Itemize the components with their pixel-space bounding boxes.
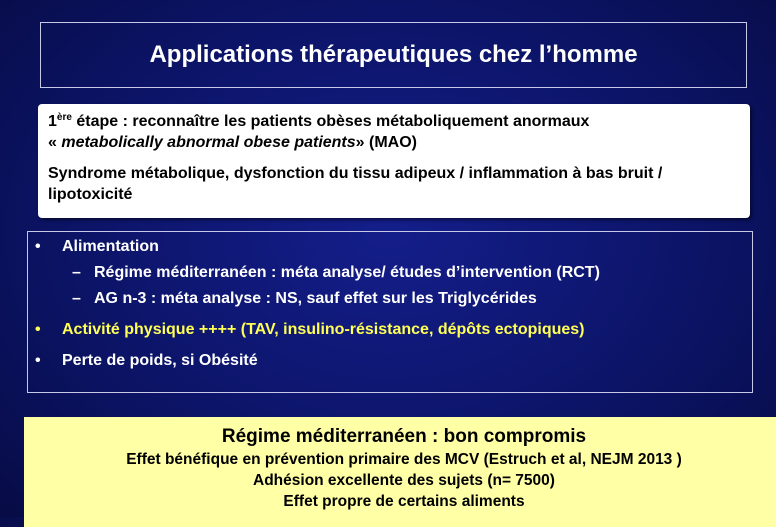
item-alimentation: Alimentation (62, 238, 159, 255)
slide-title: Applications thérapeutiques chez l’homme (149, 41, 638, 68)
list-item (28, 317, 752, 343)
summary-heading: Régime méditerranéen : bon compromis (221, 426, 587, 447)
item-activite-physique: Activité physique ++++ (TAV, insulino-résistance, dépôts ectopiques) (62, 321, 585, 338)
list-item (28, 234, 752, 260)
list-subitem (28, 286, 752, 312)
summary-line-3: Effet propre de certains aliments (283, 493, 525, 510)
dash-icon: – (72, 290, 81, 307)
item-perte-de-poids: Perte de poids, si Obésité (62, 352, 258, 369)
step-box (38, 104, 750, 218)
slide-title-box (40, 22, 747, 88)
dash-icon: – (72, 264, 81, 281)
bullet-icon: • (35, 238, 41, 255)
recommendation-list (27, 231, 753, 393)
quote-open: « (48, 134, 62, 151)
summary-line-1: Effet bénéfique en prévention primaire des MCV (Estruch et al, NEJM 2013 ) (126, 451, 682, 468)
bullet-icon: • (35, 321, 41, 338)
step-superscript: ère (56, 112, 72, 123)
bullet-icon: • (35, 352, 41, 369)
step-line-2 (48, 132, 740, 153)
subitem-regime: Régime méditerranéen : méta analyse/ études d’intervention (RCT) (94, 264, 600, 281)
list-subitem (28, 260, 752, 286)
step-line-1-text: étape : reconnaître les patients obèses métaboliquement anormaux (71, 113, 590, 130)
list-item (28, 348, 752, 374)
quote-close: » (MAO) (355, 134, 417, 151)
english-term: metabolically abnormal obese patients (61, 134, 356, 151)
step-line-3: Syndrome métabolique, dysfonction du tissu adipeux / inflammation à bas bruit / lipotoxicité (48, 165, 663, 203)
step-line-1 (48, 111, 740, 132)
subitem-ag-n3: AG n-3 : méta analyse : NS, sauf effet sur les Triglycérides (94, 290, 537, 307)
step-number: 1 (48, 113, 57, 130)
summary-box (24, 417, 776, 527)
summary-line-2: Adhésion excellente des sujets (n= 7500) (253, 472, 555, 489)
